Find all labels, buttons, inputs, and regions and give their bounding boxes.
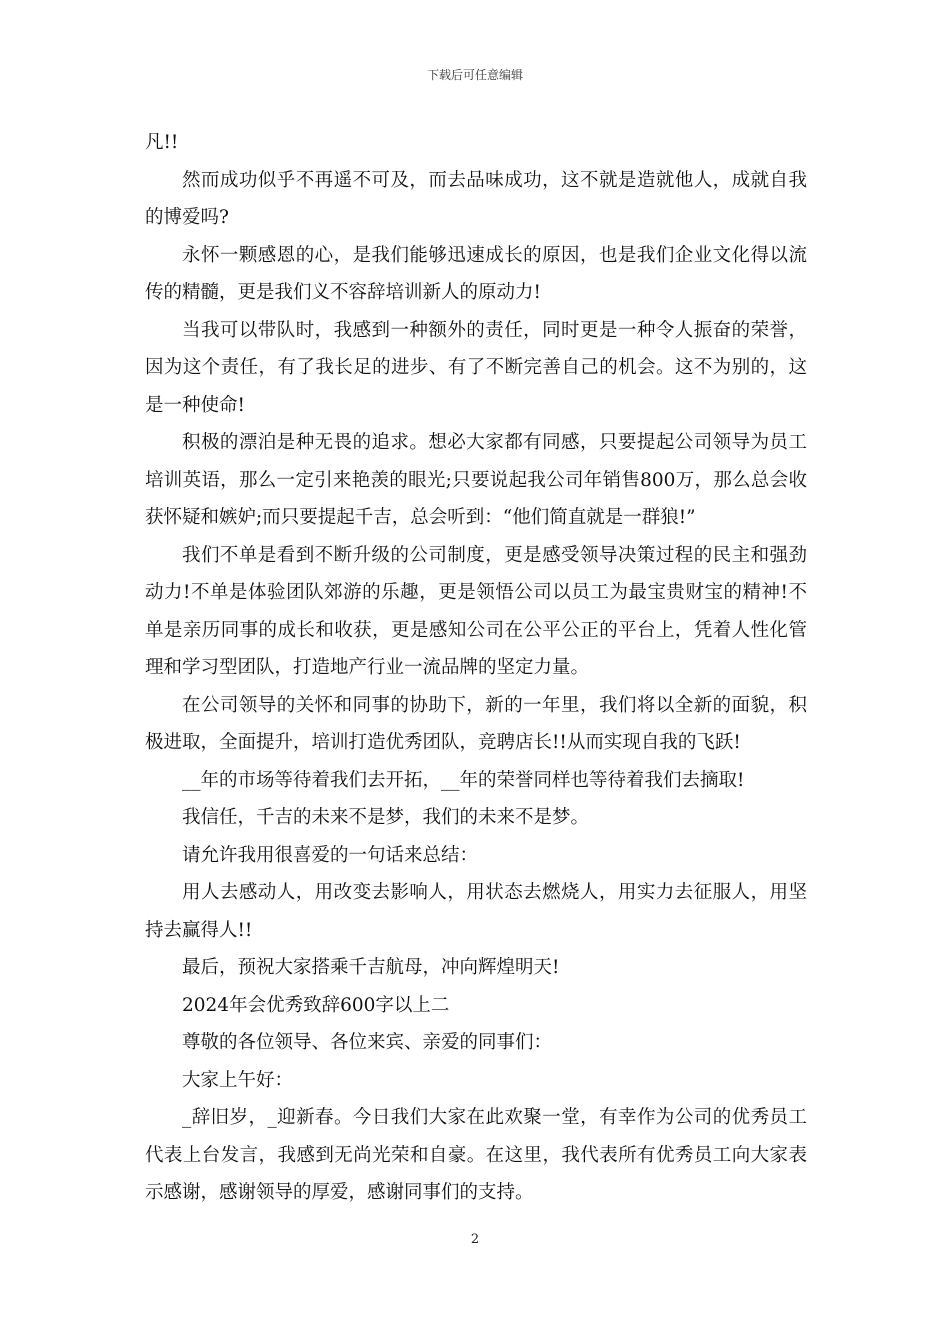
salutation: 尊敬的各位领导、各位来宾、亲爱的同事们： — [182, 1032, 553, 1053]
paragraph: 最后，预祝大家搭乘千吉航母，冲向辉煌明天! — [182, 957, 560, 978]
paragraph: 永怀一颗感恩的心，是我们能够迅速成长的原因，也是我们企业文化得以流传的精髓，更是我们义不容辞培训新人的原动力! — [145, 244, 807, 303]
paragraph: 在公司领导的关怀和同事的协助下，新的一年里，我们将以全新的面貌，积极进取，全面提升，培训打造优秀团队，竞聘店长!!从而实现自我的飞跃! — [145, 694, 807, 753]
document-body — [145, 124, 807, 1212]
greeting: 大家上午好： — [182, 1069, 294, 1091]
page-header: 下载后可任意编辑 — [426, 68, 523, 82]
paragraph: 当我可以带队时，我感到一种额外的责任，同时更是一种令人振奋的荣誉，因为这个责任，有了我长足的进步、有了不断完善自己的机会。这不为别的，这是一种使命! — [145, 319, 807, 416]
paragraph: __年的市场等待着我们去开拓，__年的荣誉同样也等待着我们去摘取! — [182, 769, 745, 791]
paragraph: 然而成功似乎不再遥不可及，而去品味成功，这不就是造就他人，成就自我的博爱吗? — [145, 169, 807, 228]
paragraph: 我们不单是看到不断升级的公司制度，更是感受领导决策过程的民主和强劲动力!不单是体验团队郊游的乐趣，更是领悟公司以员工为最宝贵财宝的精神!不单是亲历同事的成长和收获，更是感知公司在公平公正的平台上，凭着人性化管理和学习型团队，打造地产行业一流品牌的坚定力量。 — [145, 544, 807, 678]
paragraph: 我信任，千吉的未来不是梦，我们的未来不是梦。 — [182, 807, 590, 828]
paragraph: 用人去感动人，用改变去影响人，用状态去燃烧人，用实力去征服人，用坚持去赢得人!! — [145, 882, 807, 941]
paragraph: 凡!! — [145, 132, 179, 153]
section-heading: 2024年会优秀致辞600字以上二 — [182, 994, 450, 1016]
paragraph: 请允许我用很喜爱的一句话来总结： — [182, 844, 479, 866]
paragraph: _辞旧岁，_迎新春。今日我们大家在此欢聚一堂，有幸作为公司的优秀员工代表上台发言，我感到无尚光荣和自豪。在这里，我代表所有优秀员工向大家表示感谢，感谢领导的厚爱，感谢同事们的支持。 — [145, 1107, 807, 1203]
paragraph: 积极的漂泊是种无畏的追求。想必大家都有同感，只要提起公司领导为员工培训英语，那么一定引来艳羡的眼光;只要说起我公司年销售800万，那么总会收获怀疑和嫉妒;而只要提起千吉，总会听到：“他们简直就是一群狼!” — [145, 432, 807, 528]
page-number: 2 — [470, 1232, 480, 1247]
